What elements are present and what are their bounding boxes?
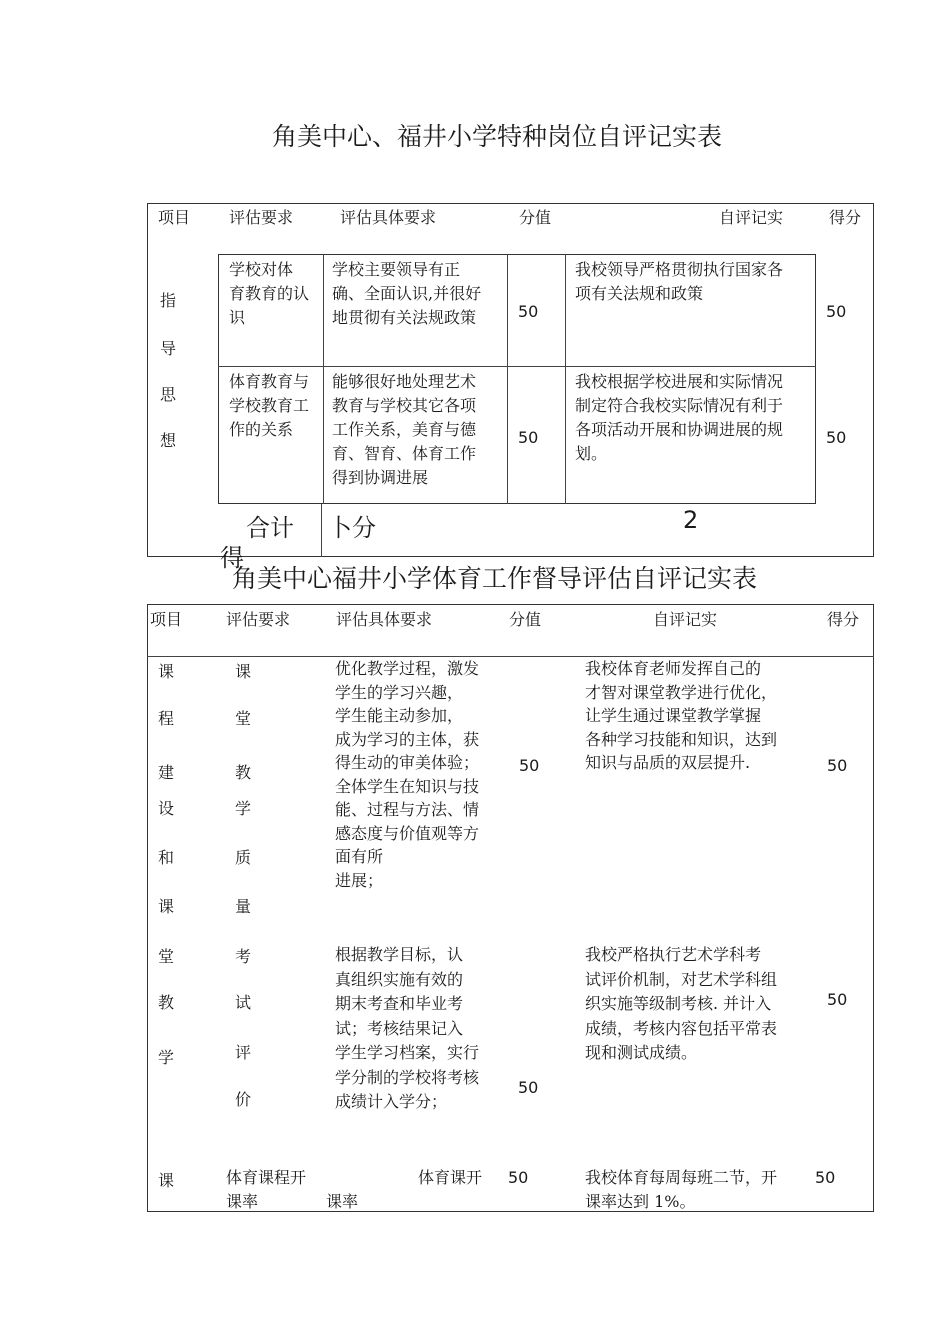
t2-row2-got: 50 <box>827 990 848 1009</box>
t2-req1-char: 学 <box>235 799 252 818</box>
t1-row1-detail: 学校主要领导有正 确、全面认识,并很好 地贯彻有关法规政策 <box>332 260 482 327</box>
t1-row1-record: 我校领导严格贯彻执行国家各 项有关法规和政策 <box>575 260 784 303</box>
t1-col-divider-3 <box>565 254 566 504</box>
t2-row1-detail: 优化教学过程，激发 学生的学习兴趣， 学生能主动参加， 成为学习的主体，获 得生动的审美体验； 全体学生在知识与技 能、过程与方法、情 感态度与价值观等方 面有所 进展； <box>335 659 480 890</box>
t2-req2-char: 价 <box>235 1090 252 1109</box>
t2-project-char: 课 <box>158 897 175 916</box>
t2-row1-record: 我校体育老师发挥自己的 才智对课堂教学进行优化， 让学生通过课堂教学掌握 各种学习技能和知识，达到 知识与品质的双层提升. <box>585 659 778 772</box>
t2-row1-score: 50 <box>519 756 540 775</box>
t1-header-score: 分值 <box>519 208 552 227</box>
t1-col-divider-1 <box>323 254 324 504</box>
t1-header-project: 项目 <box>158 208 191 227</box>
t2-row2-score: 50 <box>518 1078 539 1097</box>
t1-total-label-2: 得 <box>220 544 244 572</box>
t2-row3-record: 我校体育每周每班二节，开 课率达到 1%。 <box>585 1168 778 1211</box>
t1-row1-requirement: 学校对体 育教育的认 识 <box>229 260 310 327</box>
t1-col-divider-2 <box>507 254 508 504</box>
t2-header-detail: 评估具体要求 <box>336 610 433 629</box>
t2-req1-char: 课 <box>235 662 252 681</box>
page-title-2: 角美中心福井小学体育工作督导评估自评记实表 <box>232 564 758 593</box>
t2-req2-char: 评 <box>235 1043 252 1062</box>
t2-req1-char: 堂 <box>235 709 252 728</box>
t2-row2-record: 我校严格执行艺术学科考 试评价机制，对艺术学科组 织实施等级制考核. 并计入 成绩，考核内容包括平常表 现和测试成绩。 <box>585 945 778 1062</box>
t2-header-got: 得分 <box>827 610 860 629</box>
t1-project-char: 指 <box>160 291 177 310</box>
t1-row2-detail: 能够很好地处理艺术 教育与学校其它各项 工作关系，美育与德 育、智育、体育工作 得到协调进展 <box>332 372 477 487</box>
t1-row1-score: 50 <box>518 302 539 321</box>
t1-total-label: 合计 <box>246 514 294 542</box>
t2-project-char: 堂 <box>158 947 175 966</box>
t2-row3-got: 50 <box>815 1168 836 1187</box>
t1-header-detail: 评估具体要求 <box>340 208 437 227</box>
t1-header-requirement: 评估要求 <box>229 208 294 227</box>
t1-row1-got: 50 <box>826 302 847 321</box>
t1-project-char: 思 <box>160 385 177 404</box>
t1-total-value: 2 <box>683 506 699 534</box>
t2-req1-char: 量 <box>235 897 252 916</box>
page-title-1: 角美中心、福井小学特种岗位自评记实表 <box>272 122 723 151</box>
t2-req2-char: 考 <box>235 947 252 966</box>
t2-req2-char: 试 <box>235 993 252 1012</box>
t1-project-char: 想 <box>160 431 177 450</box>
t2-project-char: 教 <box>158 993 175 1012</box>
t2-row3-score: 50 <box>508 1168 529 1187</box>
t2-req1-char: 教 <box>235 763 252 782</box>
t2-project-char: 建 <box>158 763 175 782</box>
t2-project-char: 学 <box>158 1048 175 1067</box>
t2-header-score: 分值 <box>509 610 542 629</box>
t1-row2-requirement: 体育教育与 学校教育工 作的关系 <box>229 372 310 439</box>
t2-row2-detail: 根据教学目标，认 真组织实施有效的 期末考查和毕业考 试；考核结果记入 学生学习档案，实行 学分制的学校将考核 成绩计入学分； <box>335 945 480 1111</box>
t1-project-char: 导 <box>160 339 177 358</box>
t2-project-char: 设 <box>158 799 175 818</box>
t1-total-score-label: 卜分 <box>328 514 376 542</box>
t2-header-requirement: 评估要求 <box>226 610 291 629</box>
t1-row2-score: 50 <box>518 428 539 447</box>
t1-row2-got: 50 <box>826 428 847 447</box>
t2-project-char: 和 <box>158 848 175 867</box>
t1-total-divider <box>321 504 322 557</box>
t2-row3-project: 课 <box>158 1171 175 1190</box>
t2-req1-char: 质 <box>235 848 252 867</box>
t2-project-char: 课 <box>158 662 175 681</box>
t2-row3-requirement: 体育课程开 课率 <box>226 1168 307 1211</box>
t2-project-char: 程 <box>158 709 175 728</box>
t1-row2-record: 我校根据学校进展和实际情况 制定符合我校实际情况有利于 各项活动开展和协调进展的规 划。 <box>575 372 784 463</box>
t2-row3-detail-a: 课率 <box>326 1192 359 1211</box>
t1-header-got: 得分 <box>829 208 862 227</box>
t2-header-record: 自评记实 <box>653 610 718 629</box>
t2-header-project: 项目 <box>150 610 183 629</box>
t1-header-record: 自评记实 <box>719 208 784 227</box>
t2-row3-detail-b: 体育课开 <box>418 1168 483 1187</box>
t2-row1-got: 50 <box>827 756 848 775</box>
t1-row-divider <box>218 366 816 367</box>
